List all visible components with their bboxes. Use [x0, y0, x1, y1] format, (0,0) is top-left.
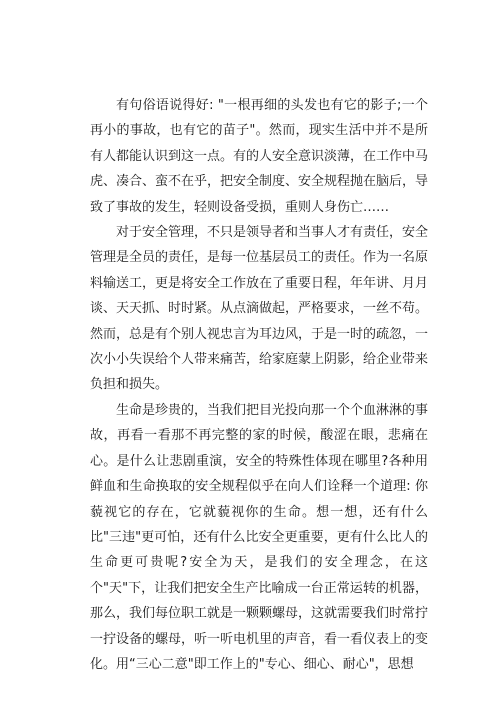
- paragraph-2: 对于安全管理，不只是领导者和当事人才有责任，安全管理是全员的责任，是每一位基层员工的责任。作为一名原料输送工，更是将安全工作放在了重要日程，年年讲、月月谈、天天抓、时时紧。从点滴做起，严格要求，一丝不苟。然而，总是有个别人视忠言为耳边风，于是一时的疏忽，一次小小失误给个人带来痛苦，给家庭蒙上阴影，给企业带来负担和损失。: [90, 225, 429, 393]
- paragraph-3: 生命是珍贵的，当我们把目光投向那一个个血淋淋的事故，再看一看那不再完整的家的时候，酸涩在眼，悲痛在心。是什么让悲剧重演，安全的特殊性体现在哪里?各种用鲜血和生命换取的安全规程似乎在向人们诠释一个道理: 你藐视它的存在，它就藐视你的生命。想一想，还有什么比"三违"更可怕，还有什么比安全更重要，更有什么比人的生命更可贵呢?安全为天，是我们的安全理念，在这个"天"下，让我们把安全生产比喻成一台正常运转的机器，那么，我们每位职工就是一颗颗螺母，这就需要我们时常拧一拧设备的螺母，听一听电机里的声音，看一看仪表上的变化。用“三心二意"即工作上的"专心、细心、耐心"，思想: [90, 402, 429, 672]
- paragraph-1: 有句俗语说得好: "一根再细的头发也有它的影子;一个再小的事故，也有它的苗子"。然而，现实生活中并不是所有人都能认识到这一点。有的人安全意识淡薄，在工作中马虎、凑合、蛮不在乎，把安全制度、安全规程抛在脑后，导致了事故的发生，轻则设备受损，重则人身伤亡……: [90, 98, 429, 215]
- document-body: [90, 93, 428, 677]
